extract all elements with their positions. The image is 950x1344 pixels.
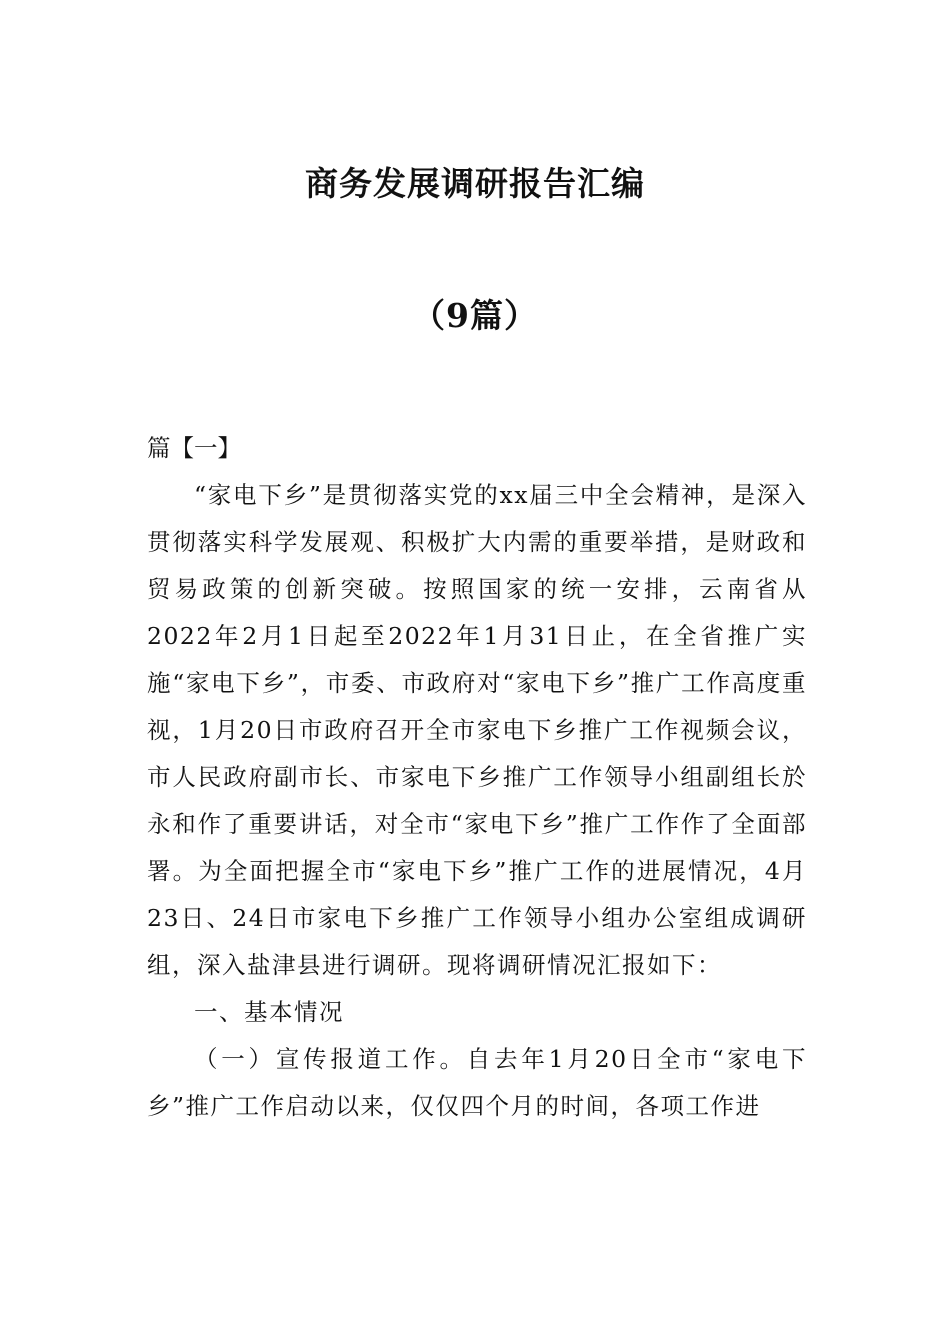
- section-heading: 一、基本情况: [194, 998, 344, 1026]
- document-title: 商务发展调研报告汇编: [305, 164, 645, 203]
- body-paragraph-2: （一）宣传报道工作。自去年1月20日全市“家电下乡”推广工作启动以来，仅仅四个月的时间，各项工作进: [147, 1045, 807, 1120]
- section-label: 篇【一】: [147, 434, 241, 462]
- document-subtitle: （9篇）: [412, 296, 538, 335]
- document-body: [147, 425, 807, 1130]
- body-paragraph: “家电下乡”是贯彻落实党的xx届三中全会精神，是深入贯彻落实科学发展观、积极扩大内需的重要举措，是财政和贸易政策的创新突破。按照国家的统一安排，云南省从2022年2月1日起至2022年1月31日止，在全省推广实施“家电下乡”，市委、市政府对“家电下乡”推广工作高度重视，1月20日市政府召开全市家电下乡推广工作视频会议，市人民政府副市长、市家电下乡推广工作领导小组副组长於永和作了重要讲话，对全市“家电下乡”推广工作作了全面部署。为全面把握全市“家电下乡”推广工作的进展情况，4月23日、24日市家电下乡推广工作领导小组办公室组成调研组，深入盐津县进行调研。现将调研情况汇报如下：: [147, 481, 807, 979]
